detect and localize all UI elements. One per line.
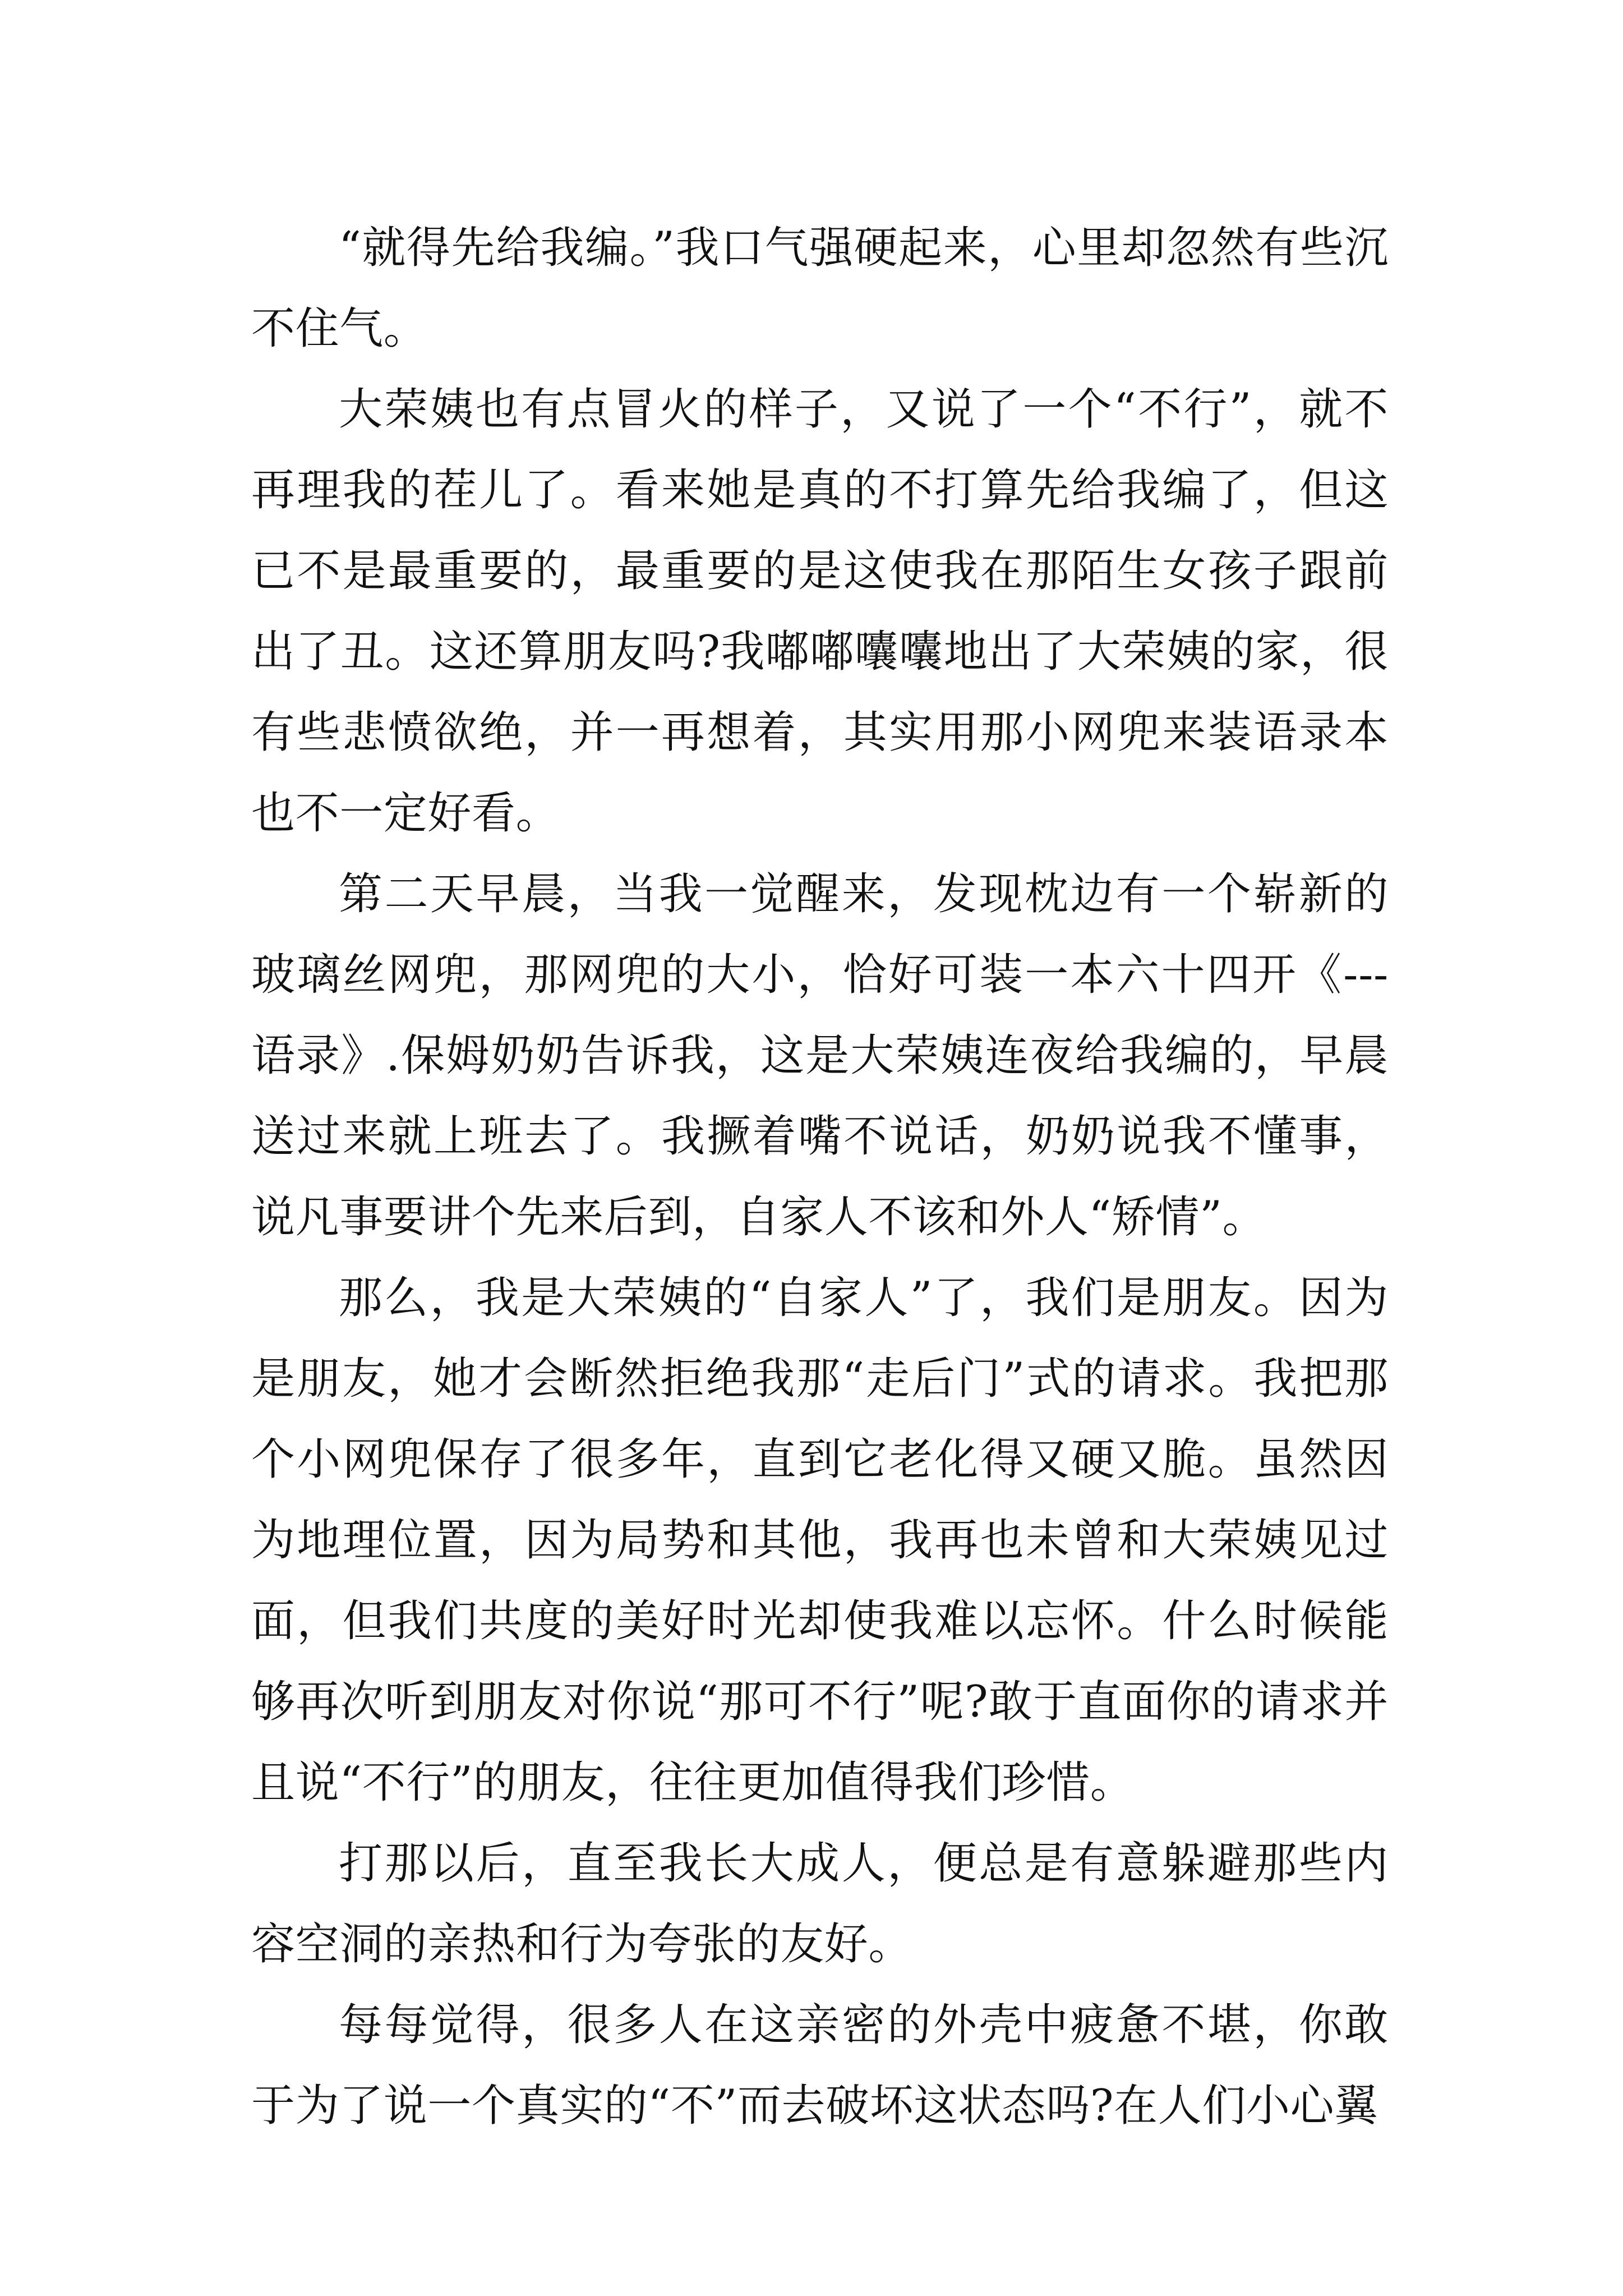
body-text [251,208,1389,2146]
paragraph-5: 打那以后，直至我长大成人，便总是有意躲避那些内容空洞的亲热和行为夸张的友好。 [251,1838,1389,1970]
paragraph-1: “就得先给我编。”我口气强硬起来，心里却忽然有些沉不住气。 [251,223,1389,354]
paragraph-3: 第二天早晨，当我一觉醒来，发现枕边有一个崭新的玻璃丝网兜，那网兜的大小，恰好可装一本六十四开《---语录》.保姆奶奶告诉我，这是大荣姨连夜给我编的，早晨送过来就上班去了。我撅着嘴不说话，奶奶说我不懂事，说凡事要讲个先来后到，自家人不该和外人“矫情”。 [251,869,1389,1243]
paragraph-4: 那么，我是大荣姨的“自家人”了，我们是朋友。因为是朋友，她才会断然拒绝我那“走后门”式的请求。我把那个小网兜保存了很多年，直到它老化得又硬又脆。虽然因为地理位置，因为局势和其他，我再也未曾和大荣姨见过面，但我们共度的美好时光却使我难以忘怀。什么时候能够再次听到朋友对你说“那可不行”呢?敢于直面你的请求并且说“不行”的朋友，往往更加值得我们珍惜。 [251,1273,1389,1808]
paragraph-6: 每每觉得，很多人在这亲密的外壳中疲惫不堪，你敢于为了说一个真实的“不”而去破坏这状态吗?在人们小心翼 [251,2000,1389,2131]
paragraph-2: 大荣姨也有点冒火的样子，又说了一个“不行”，就不再理我的茬儿了。看来她是真的不打算先给我编了，但这已不是最重要的，最重要的是这使我在那陌生女孩子跟前出了丑。这还算朋友吗?我嘟嘟囔囔地出了大荣姨的家，很有些悲愤欲绝，并一再想着，其实用那小网兜来装语录本也不一定好看。 [251,384,1389,839]
